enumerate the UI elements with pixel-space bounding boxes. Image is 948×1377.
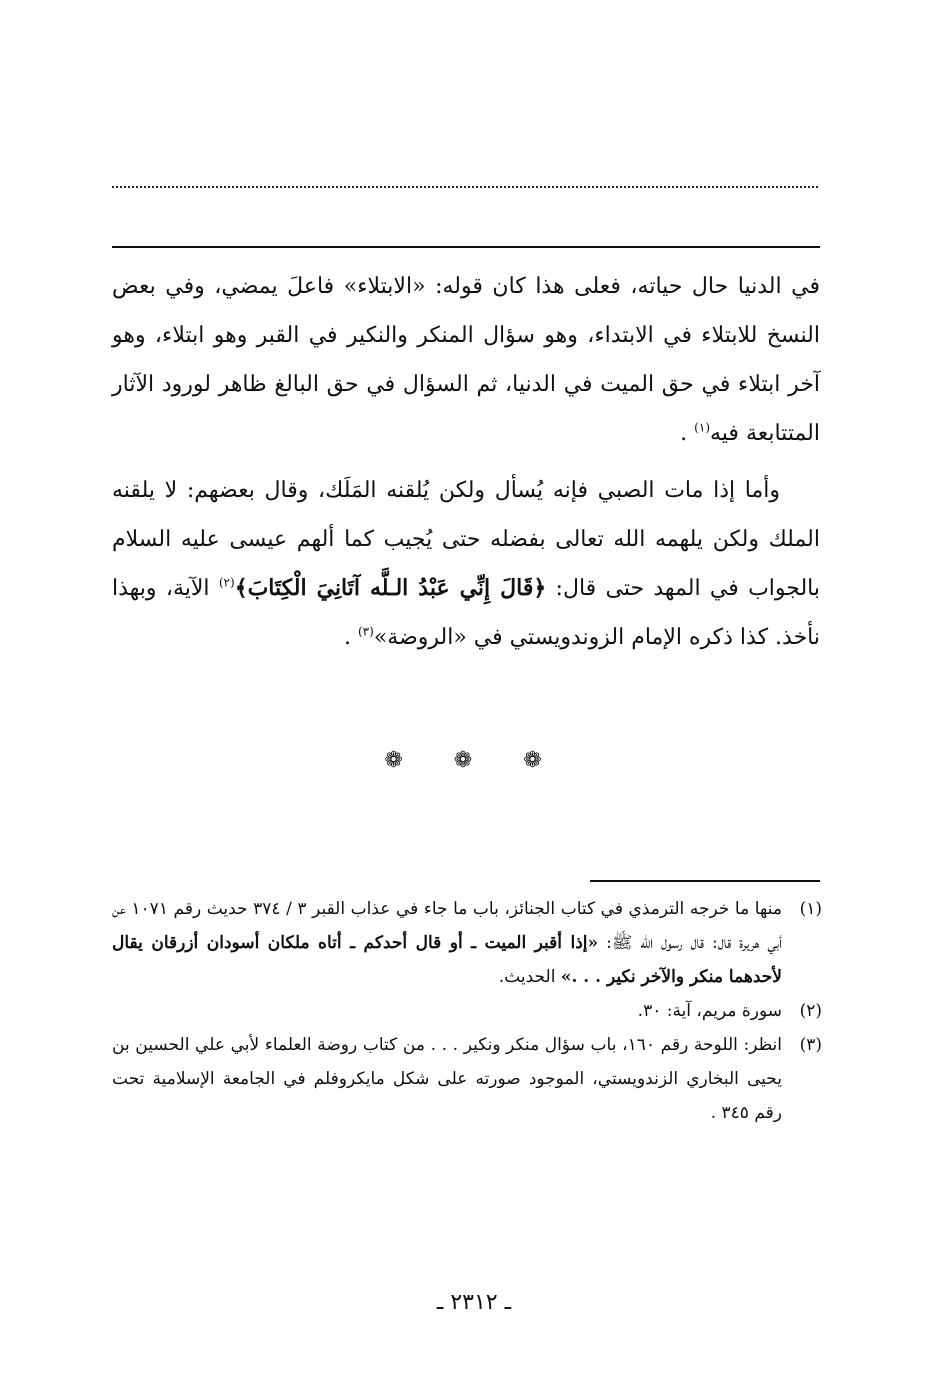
page-number: ـ ٢٣١٢ ـ [436, 1290, 512, 1315]
section-ornaments: ❁ ❁ ❁ [384, 748, 564, 773]
paragraph-2-end: . [343, 625, 358, 650]
footnote-number: (٣) [799, 1035, 822, 1055]
footnote-2 [112, 994, 822, 1028]
footnote-3 [112, 1028, 822, 1130]
footnote-number: (٢) [799, 1001, 822, 1021]
paragraph-2 [112, 466, 820, 662]
main-text [112, 262, 820, 662]
paragraph-1 [112, 262, 820, 458]
footnote-text-a: منها ما خرجه الترمذي في كتاب الجنائز، باب ما جاء في عذاب القبر ٣ / ٣٧٤ حديث رقم ١٠٧١ عن أبي هريرة قال: قال رسول الله ﷺ: [112, 899, 783, 953]
footnote-text: انظر: اللوحة رقم ١٦٠، باب سؤال منكر ونكير . . . من كتاب روضة العلماء لأبي علي الحسين بن يحيى البخاري الزندويستي، الموجود صورته على شكل مايكروفلم في الجامعة الإسلامية تحت رقم ٣٤٥ . [112, 1035, 783, 1123]
paragraph-2-text-b: الآية، وبهذا نأخذ. كذا ذكره الإمام الزوندويستي في «الروضة» [112, 576, 820, 650]
footnote-text-b: الحديث. [498, 967, 561, 987]
hadith-quote: «إذا أقبر الميت ـ أو قال أحدكم ـ أتاه ملكان أسودان أزرقان يقال لأحدهما منكر والآخر نكير . . .» [112, 933, 782, 987]
top-rule [112, 246, 820, 248]
paragraph-1-text: في الدنيا حال حياته، فعلى هذا كان قوله: «الابتلاء» فاعلَ يمضي، وفي بعض النسخ للابتلاء في الابتداء، وهو سؤال المنكر والنكير في القبر وهو ابتلاء، وهو آخر ابتلاء في حق الميت في الدنيا، ثم السؤال في حق البالغ ظاهر لورود الآثار المتتابعة فيه [112, 274, 820, 446]
footnote-ref-3: (٣) [357, 624, 374, 639]
footnote-1 [112, 892, 822, 994]
footnote-text [112, 892, 782, 994]
quran-verse: ﴿قَالَ إِنِّي عَبْدُ الـلَّه آتَانِيَ الْكِتَابَ﴾ [234, 575, 547, 601]
paragraph-1-end: . [680, 421, 695, 446]
footnotes [112, 892, 822, 1130]
paragraph-2-text-a: وأما إذا مات الصبي فإنه يُسأل ولكن يُلقنه المَلَك، وقال بعضهم: لا يلقنه الملك ولكن يلهمه الله تعالى بفضله حتى يُجيب كما ألهم عيسى عليه السلام بالجواب في المهد حتى قال: [112, 478, 821, 601]
footnote-number: (١) [799, 899, 822, 919]
footnote-ref-1: (١) [694, 420, 710, 435]
dotted-divider [112, 186, 818, 194]
footnote-rule [590, 880, 820, 882]
footnote-text: سورة مريم، آية: ٣٠. [637, 1001, 782, 1021]
footnote-ref-2: (٢) [218, 575, 235, 590]
